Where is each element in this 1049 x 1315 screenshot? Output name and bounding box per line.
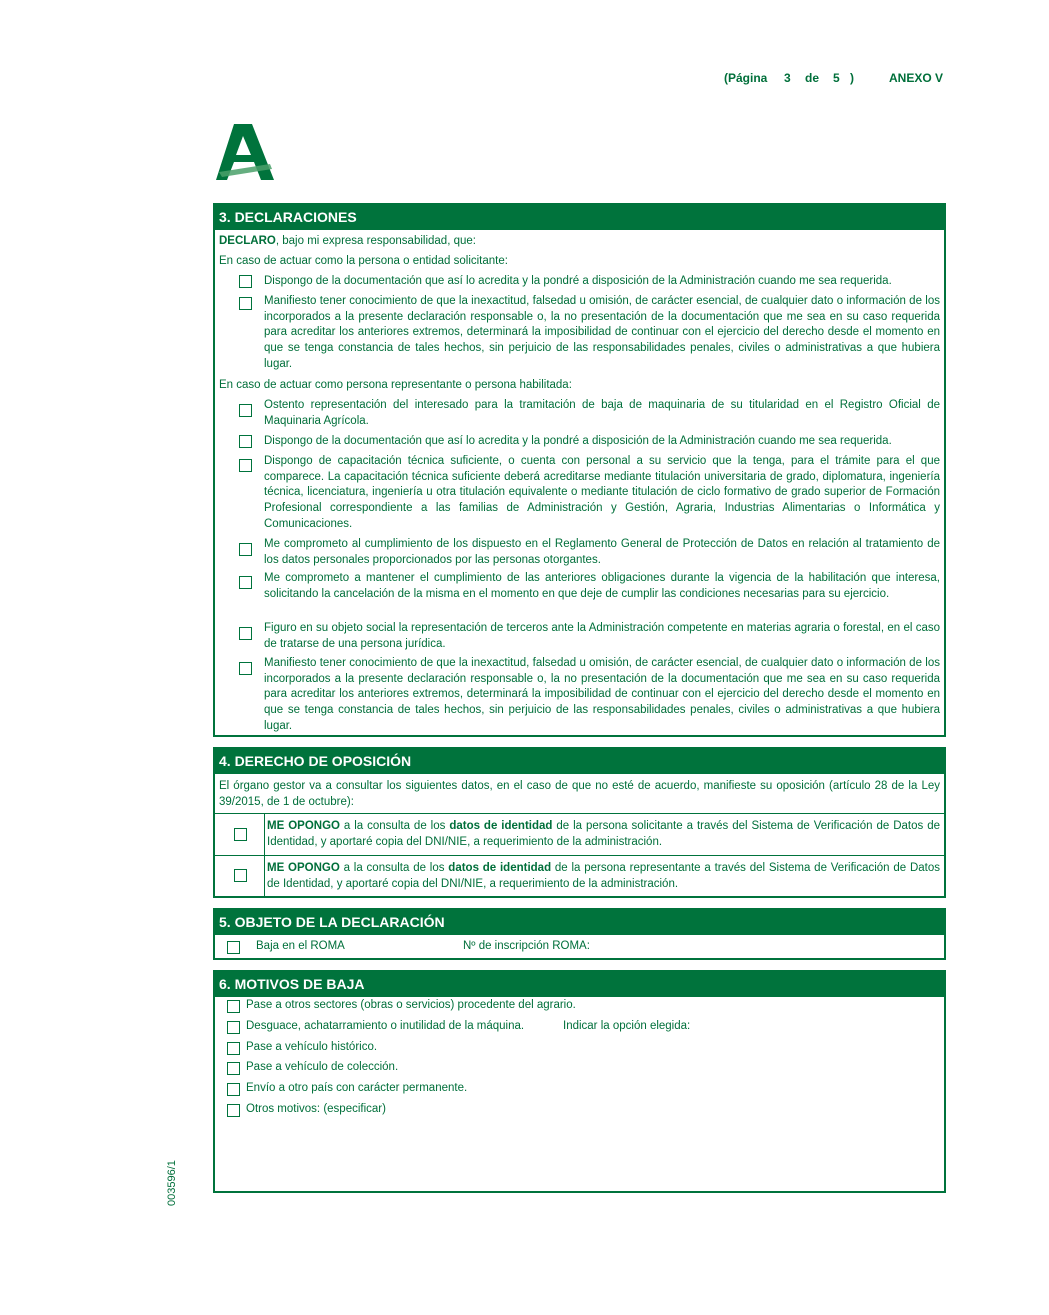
- text-fragment: a la consulta de los: [339, 862, 449, 874]
- oposicion-row: [215, 855, 944, 897]
- checkbox[interactable]: [227, 1042, 240, 1055]
- anexo-label: ANEXO V: [889, 71, 944, 85]
- motivo-item: Pase a vehículo histórico.: [246, 1041, 378, 1053]
- section-title: 4. DERECHO DE OPOSICIÓN: [215, 749, 944, 774]
- text-fragment: de la persona solicitante a través del Sistema de Verificación de Datos de Identidad, y aportaré copia del DNI/NIE, a requerimiento de la administración.: [267, 820, 940, 848]
- checkbox[interactable]: [227, 1104, 240, 1117]
- row-divider: [264, 856, 265, 897]
- checkbox[interactable]: [239, 576, 252, 589]
- oposicion-text: [267, 819, 940, 850]
- representante-intro: En caso de actuar como persona representante o persona habilitada:: [219, 379, 572, 391]
- declaration-item: Dispongo de la documentación que así lo acredita y la pondré a disposición de la Administración cuando me sea requerida.: [264, 435, 892, 447]
- form-code: 003596/1: [166, 1160, 178, 1206]
- section-title: 3. DECLARACIONES: [215, 205, 944, 230]
- section-title: 6. MOTIVOS DE BAJA: [215, 972, 944, 997]
- declaration-item: Me comprometo a mantener el cumplimiento de las anteriores obligaciones durante la vigencia de la habilitación que interesa, solicitando la cancelación de la misma en el momento en que deje de cumplir las condiciones necesarias para su ejercicio.: [264, 572, 940, 600]
- page-total: 5: [833, 71, 840, 85]
- motivo-item: Envío a otro país con carácter permanente.: [246, 1082, 468, 1094]
- checkbox[interactable]: [227, 1062, 240, 1075]
- datos-identidad-bold: datos de identidad: [448, 862, 552, 874]
- me-opongo-bold: ME OPONGO: [267, 862, 340, 874]
- checkbox[interactable]: [239, 459, 252, 472]
- baja-roma-label: Baja en el ROMA: [256, 940, 345, 952]
- motivo-item: Pase a otros sectores (obras o servicios) procedente del agrario.: [246, 999, 576, 1011]
- declaration-item: Manifiesto tener conocimiento de que la inexactitud, falsedad u omisión, de carácter esencial, de cualquier dato o información de los incorporados a la presente declaración responsable o, la no presentación de la documentación que me sea en su caso requerida para acreditar los anteriores extremos, determinará la imposibilidad de continuar con el ejercicio del derecho desde el momento en que se tenga constancia de tales hechos, sin perjuicio de las responsabilidades penales, civiles o administrativas a que hubiera lugar.: [264, 657, 940, 732]
- declaro-rest: , bajo mi expresa responsabilidad, que:: [275, 235, 476, 247]
- checkbox[interactable]: [239, 543, 252, 556]
- me-opongo-bold: ME OPONGO: [267, 820, 340, 832]
- checkbox[interactable]: [239, 404, 252, 417]
- declaration-item: Dispongo de capacitación técnica suficiente, o cuenta con personal a su servicio que la tenga, para el trámite para el que comparece. La capacitación técnica suficiente deberá acreditarse mediante titulación universitaria de grado, diplomatura, ingeniería técnica, licenciatura, ingeniería u otra titulación equivalente o mediante titulación de ciclo formativo de grado superior de Formación Profesional correspondiente a las familias de Administración y Gestión, Agraria, Industrias Alimentarias o Informática y Comunicaciones.: [264, 455, 940, 530]
- declaration-item: Me comprometo al cumplimiento de los dispuesto en el Reglamento General de Protección de Datos en relación al tratamiento de los datos personales proporcionados por las personas otorgantes.: [264, 538, 940, 566]
- checkbox[interactable]: [234, 828, 247, 841]
- checkbox[interactable]: [239, 627, 252, 640]
- oposicion-text: [267, 861, 940, 892]
- section-objeto-declaracion: [213, 908, 946, 960]
- checkbox[interactable]: [227, 1000, 240, 1013]
- checkbox[interactable]: [227, 1021, 240, 1034]
- declaro-bold: DECLARO: [219, 235, 276, 247]
- section-title: 5. OBJETO DE LA DECLARACIÓN: [215, 910, 944, 935]
- declaration-item: Manifiesto tener conocimiento de que la inexactitud, falsedad u omisión, de carácter esencial, de cualquier dato o información de los incorporados a la presente declaración responsable o, la no presentación de la documentación que me sea en su caso requerida para acreditar los anteriores extremos, determinará la imposibilidad de continuar con el ejercicio del derecho desde el momento en que se tenga constancia de tales hechos, sin perjuicio de las responsabilidades penales, civiles o administrativas a que hubiera lugar.: [264, 295, 940, 370]
- checkbox[interactable]: [239, 297, 252, 310]
- inscripcion-roma-label: Nº de inscripción ROMA:: [463, 940, 590, 952]
- checkbox[interactable]: [239, 435, 252, 448]
- text-fragment: a la consulta de los: [339, 820, 450, 832]
- junta-andalucia-logo-icon: [214, 122, 276, 182]
- motivo-item: Otros motivos: (especificar): [246, 1103, 386, 1115]
- section-declaraciones: [213, 203, 946, 737]
- checkbox[interactable]: [227, 941, 240, 954]
- section-motivos-baja: [213, 970, 946, 1193]
- section-derecho-oposicion: [213, 747, 946, 898]
- solicitante-intro: En caso de actuar como la persona o entidad solicitante:: [219, 255, 508, 267]
- declaration-item: Dispongo de la documentación que así lo acredita y la pondré a disposición de la Administración cuando me sea requerida.: [264, 275, 892, 287]
- declaration-item: Figuro en su objeto social la representación de terceros ante la Administración competente en materias agraria o forestal, en el caso de tratarse de una persona jurídica.: [264, 622, 940, 650]
- close-paren: ): [850, 71, 854, 85]
- oposicion-row: [215, 813, 944, 856]
- checkbox[interactable]: [227, 1083, 240, 1096]
- indicar-opcion-label: Indicar la opción elegida:: [563, 1020, 691, 1032]
- declaro-line: [219, 233, 476, 249]
- motivo-item: Desguace, achatarramiento o inutilidad de la máquina.: [246, 1020, 525, 1032]
- pagina-label: (Página: [724, 71, 768, 85]
- datos-identidad-bold: datos de identidad: [449, 820, 553, 832]
- checkbox[interactable]: [239, 662, 252, 675]
- declaration-item: Ostento representación del interesado para la tramitación de baja de maquinaria de su titularidad en el Registro Oficial de Maquinaria Agrícola.: [264, 399, 940, 427]
- motivo-item: Pase a vehículo de colección.: [246, 1061, 399, 1073]
- oposicion-intro: El órgano gestor va a consultar los siguientes datos, en el caso de que no esté de acuerdo, manifieste su oposición (artículo 28 de la Ley 39/2015, de 1 de octubre):: [219, 780, 940, 808]
- checkbox[interactable]: [239, 275, 252, 288]
- checkbox[interactable]: [234, 869, 247, 882]
- row-divider: [264, 814, 265, 856]
- de-label: de: [805, 71, 820, 85]
- page-number: 3: [784, 71, 791, 85]
- text-fragment: de la persona representante a través del Sistema de Verificación de Datos de Identidad, y aportaré copia del DNI/NIE, a requerimiento de la administración.: [267, 862, 941, 890]
